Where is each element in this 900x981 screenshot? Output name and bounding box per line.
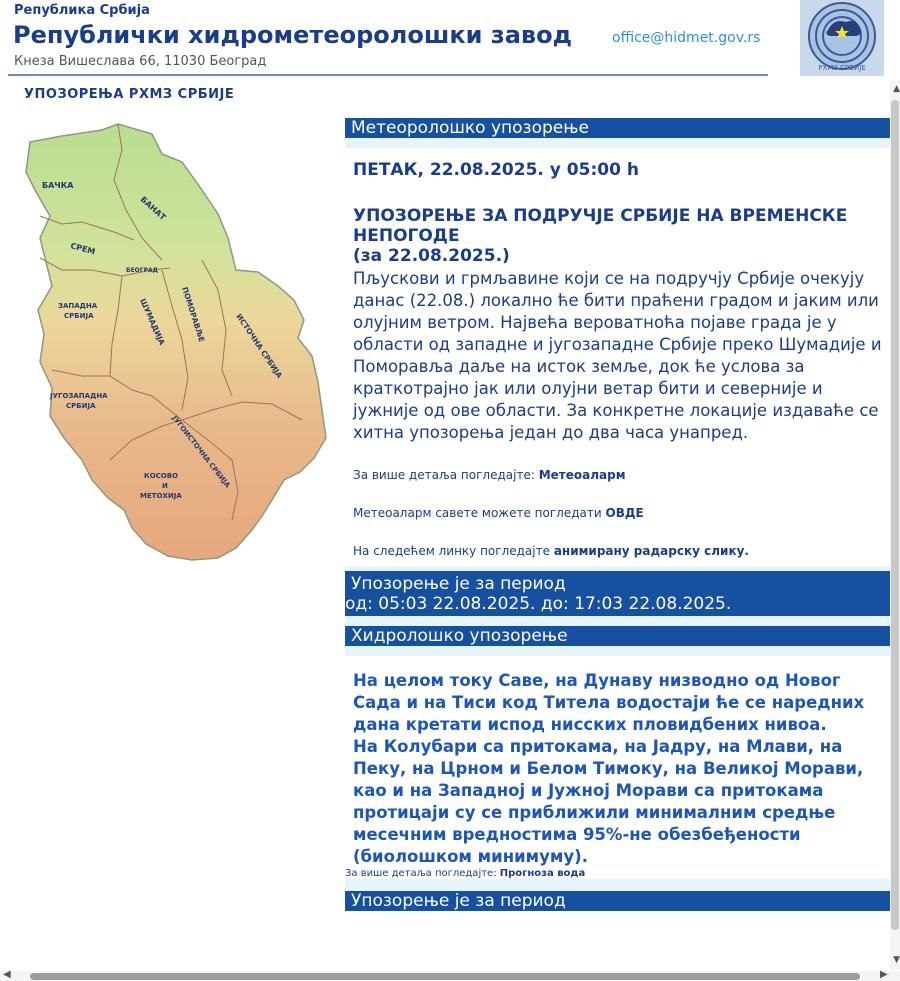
region-pomoravlje: ПОМОРАВЉЕ xyxy=(180,285,207,344)
institution-title[interactable]: Републички хидрометеоролошки завод xyxy=(13,21,572,49)
warning-date: ПЕТАК, 22.08.2025. у 05:00 h xyxy=(353,160,639,180)
hydro-period-stripe xyxy=(345,879,892,891)
region-beograd: БЕОГРАД xyxy=(126,267,158,274)
header-divider xyxy=(8,74,768,76)
scroll-down-arrow-icon[interactable]: ▼ xyxy=(893,955,900,965)
hydro-top-stripe xyxy=(345,616,892,626)
rhmz-logo[interactable] xyxy=(800,0,884,76)
region-zapadna-2: СРБИЈА xyxy=(64,312,94,320)
site-header xyxy=(0,0,900,80)
region-kosovo-3: МЕТОХИЈА xyxy=(140,492,182,500)
region-jugozapadna-2: СРБИЈА xyxy=(66,402,96,410)
hydro-para2: На Колубари са притокама, на Јадру, на Млави, на Пеку, на Црном и Белом Тимоку, на Великој Морави, као и на Западној и Јужној Морави са притокама протицаји су се приближили минималним средње месечним вредностима 95%-не обезбеђености (биолошком минимуму). xyxy=(353,737,864,866)
meteo-header-stripe xyxy=(345,138,892,148)
page-title: УПОЗОРЕЊА РХМЗ СРБИЈЕ xyxy=(24,87,235,102)
hydro-details-text: За више детаља погледајте: xyxy=(345,868,497,879)
meteo-body xyxy=(345,160,892,558)
warning-title xyxy=(353,206,884,266)
warning-title-line3: (за 22.08.2025.) xyxy=(353,246,510,266)
region-backa: БАЧКА xyxy=(42,181,74,190)
meteo-advice xyxy=(353,506,884,520)
region-jugoistocna: ЈУГОИСТОЧНА СРБИЈА xyxy=(170,414,232,490)
scroll-right-arrow-icon[interactable]: ▶ xyxy=(880,969,888,980)
meteo-advice-text: Метеоаларм савете можете погледати xyxy=(353,506,602,520)
hydro-details xyxy=(345,868,892,879)
warning-body: Пљускови и грмљавине који се на подручју Србије очекују данас (22.08.) локално ће бити праћени градом и јаким или олујним ветром. Највећа вероватноћа појаве града је у области од западне и југозападне Србије преко Шумадије и Поморавља даље на исток земље, док ће услова за краткотрајно јак или олујни ветар бити и северније и јужније од ове области. За конкретне локације издаваће се хитна упозорења један до два часа унапред. xyxy=(353,269,882,442)
vertical-scroll-thumb[interactable] xyxy=(891,100,899,930)
hydro-period: Упозорење је за период xyxy=(345,891,892,911)
hydro-header-stripe xyxy=(345,646,892,656)
meteo-period xyxy=(345,571,892,616)
ovde-link[interactable]: ОВДЕ xyxy=(605,506,644,520)
warning-title-line1: УПОЗОРЕЊЕ ЗА ПОДРУЧЈЕ СРБИЈЕ НА ВРЕМЕНСКЕ xyxy=(353,206,848,226)
meteo-details-text: За више детаља погледајте: xyxy=(353,468,535,482)
region-istocna: ИСТОЧНА СРБИЈА xyxy=(234,312,285,380)
radar-info xyxy=(353,544,884,558)
meteo-period-value: од: 05:03 22.08.2025. до: 17:03 22.08.2025. xyxy=(345,594,732,614)
meteo-period-label: Упозорење је за период xyxy=(351,574,566,594)
email-link[interactable]: office@hidmet.gov.rs xyxy=(612,30,761,46)
radar-text: На следећем линку погледајте xyxy=(353,544,550,558)
serbia-regions-map[interactable] xyxy=(22,120,332,570)
hydro-header: Хидролошко упозорење xyxy=(345,626,892,646)
region-kosovo-1: КОСОВО xyxy=(144,472,179,480)
region-srem: СРЕМ xyxy=(69,241,97,257)
logo-text: РХМЗ СРБИЈЕ xyxy=(818,64,866,72)
region-jugozapadna-1: ЈУГОЗАПАДНА xyxy=(50,392,108,400)
horizontal-scroll-thumb[interactable] xyxy=(30,973,860,980)
republic-label: Република Србија xyxy=(14,3,150,18)
prognoza-voda-link[interactable]: Прогноза вода xyxy=(499,868,586,879)
address: Кнеза Вишеслава 66, 11030 Београд xyxy=(14,54,267,69)
meteoalarm-link[interactable]: Метеоаларм xyxy=(538,468,626,482)
region-banat: БАНАТ xyxy=(138,194,168,222)
scroll-up-arrow-icon[interactable]: ▲ xyxy=(893,84,900,94)
region-kosovo-2: И xyxy=(162,482,168,490)
region-zapadna-1: ЗАПАДНА xyxy=(58,302,98,310)
radar-link[interactable]: анимирану радарску слику. xyxy=(553,544,749,558)
scroll-left-arrow-icon[interactable]: ◀ xyxy=(3,969,11,980)
meteo-header: Метеоролошко упозорење xyxy=(345,118,892,138)
hydro-para1: На целом току Саве, на Дунаву низводно од Новог Сада и на Тиси код Титела водостаји ће се наредних дана кретати испод нисских пловидбених нивоа. xyxy=(353,671,865,734)
hydro-body xyxy=(345,656,892,868)
region-sumadija: ШУМАДИЈА xyxy=(138,297,167,347)
warning-title-line2: НЕПОГОДЕ xyxy=(353,226,460,246)
warnings-panel xyxy=(345,118,892,911)
meteo-details xyxy=(353,468,884,482)
